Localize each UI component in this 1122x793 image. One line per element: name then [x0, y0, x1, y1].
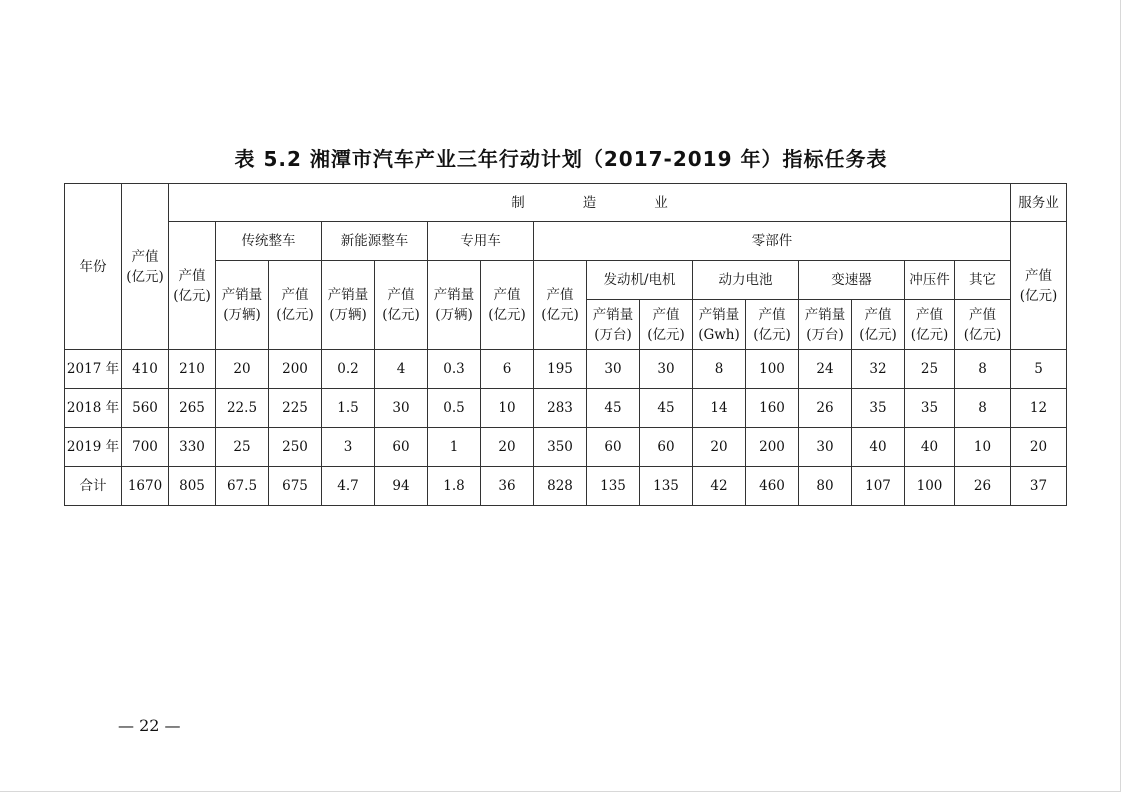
cell: 3 — [322, 428, 375, 467]
header-services-output: 产值 (亿元) — [1011, 222, 1067, 350]
cell: 4.7 — [322, 467, 375, 506]
cell: 8 — [693, 350, 746, 389]
cell: 45 — [640, 389, 693, 428]
header-manufacturing — [169, 184, 1011, 222]
cell: 0.2 — [322, 350, 375, 389]
indicator-table — [64, 183, 1067, 506]
cell: 330 — [169, 428, 216, 467]
cell: 1.8 — [428, 467, 481, 506]
cell: 30 — [587, 350, 640, 389]
cell: 100 — [905, 467, 955, 506]
cell: 135 — [640, 467, 693, 506]
header-services: 服务业 — [1011, 184, 1067, 222]
cell: 8 — [955, 389, 1011, 428]
cell: 40 — [905, 428, 955, 467]
header-transmission-sales: 产销量 (万台) — [799, 300, 852, 350]
cell: 350 — [534, 428, 587, 467]
cell: 20 — [1011, 428, 1067, 467]
header-stamping-output: 产值 (亿元) — [905, 300, 955, 350]
cell: 200 — [269, 350, 322, 389]
row-year: 2018 年 — [65, 389, 122, 428]
cell: 828 — [534, 467, 587, 506]
cell: 805 — [169, 467, 216, 506]
cell: 32 — [852, 350, 905, 389]
cell: 60 — [375, 428, 428, 467]
cell: 26 — [955, 467, 1011, 506]
header-battery-output: 产值 (亿元) — [746, 300, 799, 350]
header-traditional-sales: 产销量 (万辆) — [216, 261, 269, 350]
cell: 1 — [428, 428, 481, 467]
header-parts-output: 产值 (亿元) — [534, 261, 587, 350]
cell: 1670 — [122, 467, 169, 506]
cell: 0.5 — [428, 389, 481, 428]
header-special-sales: 产销量 (万辆) — [428, 261, 481, 350]
cell: 40 — [852, 428, 905, 467]
header-special-output: 产值 (亿元) — [481, 261, 534, 350]
row-year: 合计 — [65, 467, 122, 506]
cell: 460 — [746, 467, 799, 506]
cell: 35 — [852, 389, 905, 428]
cell: 35 — [905, 389, 955, 428]
cell: 30 — [640, 350, 693, 389]
cell: 25 — [216, 428, 269, 467]
cell: 14 — [693, 389, 746, 428]
header-new-energy-output: 产值 (亿元) — [375, 261, 428, 350]
cell: 20 — [693, 428, 746, 467]
header-engine-output: 产值 (亿元) — [640, 300, 693, 350]
header-new-energy-vehicle: 新能源整车 — [322, 222, 428, 261]
header-traditional-vehicle: 传统整车 — [216, 222, 322, 261]
header-stamping: 冲压件 — [905, 261, 955, 300]
cell: 225 — [269, 389, 322, 428]
header-others-output: 产值 (亿元) — [955, 300, 1011, 350]
cell: 0.3 — [428, 350, 481, 389]
cell: 6 — [481, 350, 534, 389]
cell: 67.5 — [216, 467, 269, 506]
cell: 25 — [905, 350, 955, 389]
cell: 5 — [1011, 350, 1067, 389]
cell: 107 — [852, 467, 905, 506]
cell: 20 — [481, 428, 534, 467]
cell: 195 — [534, 350, 587, 389]
cell: 12 — [1011, 389, 1067, 428]
cell: 60 — [587, 428, 640, 467]
cell: 160 — [746, 389, 799, 428]
cell: 675 — [269, 467, 322, 506]
header-battery-sales: 产销量 (Gwh) — [693, 300, 746, 350]
cell: 60 — [640, 428, 693, 467]
header-parts: 零部件 — [534, 222, 1011, 261]
table-title: 表 5.2 湘潭市汽车产业三年行动计划（2017-2019 年）指标任务表 — [234, 147, 888, 171]
cell: 1.5 — [322, 389, 375, 428]
cell: 410 — [122, 350, 169, 389]
cell: 45 — [587, 389, 640, 428]
cell: 10 — [955, 428, 1011, 467]
header-transmission: 变速器 — [799, 261, 905, 300]
header-mfg-output: 产值 (亿元) — [169, 222, 216, 350]
header-traditional-output: 产值 (亿元) — [269, 261, 322, 350]
cell: 200 — [746, 428, 799, 467]
cell: 30 — [799, 428, 852, 467]
cell: 36 — [481, 467, 534, 506]
header-year: 年份 — [65, 184, 122, 350]
header-power-battery: 动力电池 — [693, 261, 799, 300]
table-row — [65, 389, 1067, 428]
cell: 24 — [799, 350, 852, 389]
cell: 22.5 — [216, 389, 269, 428]
cell: 94 — [375, 467, 428, 506]
cell: 80 — [799, 467, 852, 506]
cell: 4 — [375, 350, 428, 389]
header-engine-sales: 产销量 (万台) — [587, 300, 640, 350]
cell: 135 — [587, 467, 640, 506]
manufacturing-label: 制造业 — [511, 194, 726, 211]
cell: 20 — [216, 350, 269, 389]
cell: 700 — [122, 428, 169, 467]
cell: 250 — [269, 428, 322, 467]
cell: 210 — [169, 350, 216, 389]
table-row-total — [65, 467, 1067, 506]
page-number: — 22 — — [118, 716, 181, 735]
table-row — [65, 428, 1067, 467]
cell: 10 — [481, 389, 534, 428]
header-transmission-output: 产值 (亿元) — [852, 300, 905, 350]
header-new-energy-sales: 产销量 (万辆) — [322, 261, 375, 350]
cell: 100 — [746, 350, 799, 389]
cell: 283 — [534, 389, 587, 428]
cell: 560 — [122, 389, 169, 428]
header-others: 其它 — [955, 261, 1011, 300]
header-special-vehicle: 专用车 — [428, 222, 534, 261]
row-year: 2017 年 — [65, 350, 122, 389]
row-year: 2019 年 — [65, 428, 122, 467]
cell: 42 — [693, 467, 746, 506]
header-total-output: 产值 (亿元) — [122, 184, 169, 350]
cell: 37 — [1011, 467, 1067, 506]
table-row — [65, 350, 1067, 389]
cell: 8 — [955, 350, 1011, 389]
cell: 30 — [375, 389, 428, 428]
header-engine-motor: 发动机/电机 — [587, 261, 693, 300]
cell: 265 — [169, 389, 216, 428]
cell: 26 — [799, 389, 852, 428]
